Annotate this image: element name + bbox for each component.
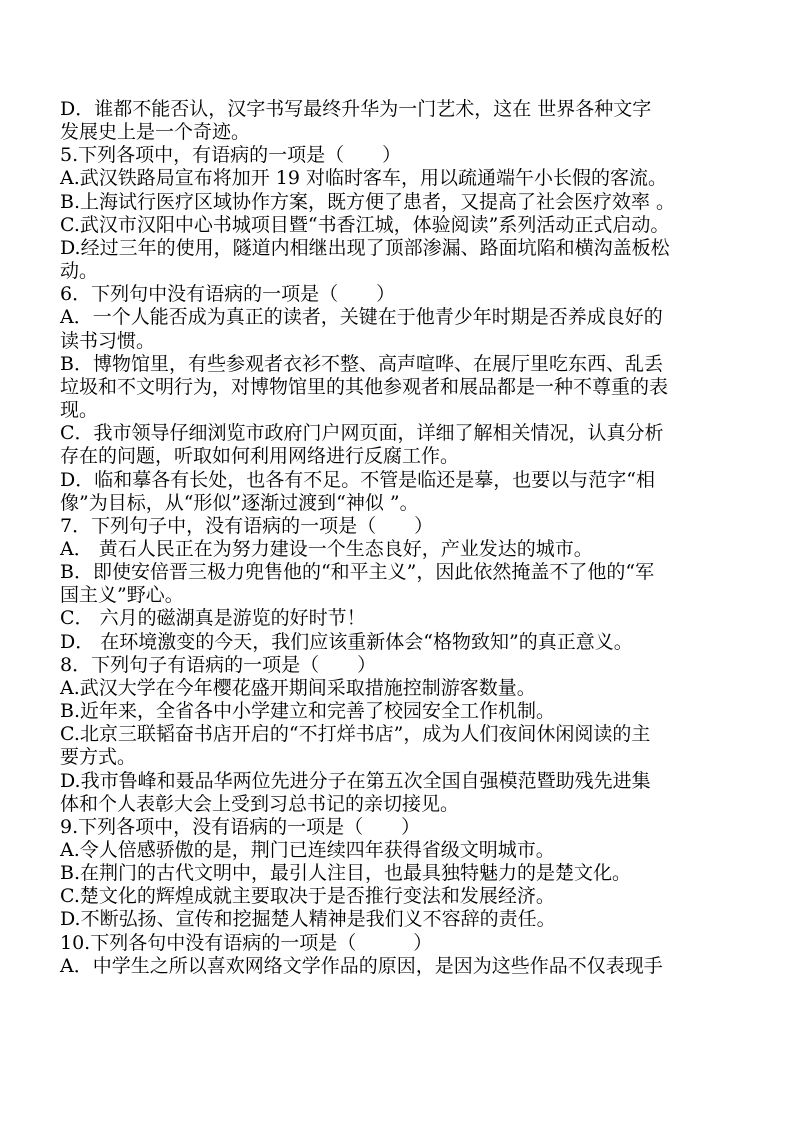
option-line: B.上海试行医疗区域协作方案，既方便了患者，又提高了社会医疗效率 。 <box>60 190 676 213</box>
text-line: 要方式。 <box>60 746 137 769</box>
text-line: 现。 <box>60 399 99 422</box>
question-heading: 10.下列各句中没有语病的一项是（ ） <box>60 931 433 954</box>
text-line: 动。 <box>60 260 99 283</box>
option-line: A．一个人能否成为真正的读者，关键在于他青少年时期是否养成良好的 <box>60 306 663 329</box>
option-line: A.令人倍感骄傲的是，荆门已连续四年获得省级文明城市。 <box>60 839 555 861</box>
option-line: C.武汉市汉阳中心书城项目暨“书香江城，体验阅读”系列活动正式启动。 <box>60 213 670 236</box>
option-line: A.武汉大学在今年樱花盛开期间采取措施控制游客数量。 <box>60 676 536 699</box>
text-line: 存在的问题，听取如何利用网络进行反腐工作。 <box>60 445 460 468</box>
document-body <box>60 98 740 978</box>
option-line: D.不断弘扬、宣传和挖掘楚人精神是我们义不容辞的责任。 <box>60 908 556 931</box>
text-line: 读书习惯。 <box>60 329 156 352</box>
question-heading: 5.下列各项中，有语病的一项是（ ） <box>60 144 402 167</box>
question-heading: 6．下列句中没有语病的一项是（ ） <box>60 283 396 306</box>
option-line: C.北京三联韬奋书店开启的“不打烊书店”，成为人们夜间休闲阅读的主 <box>60 723 651 746</box>
option-line: A． 黄石人民正在为努力建设一个生态良好，产业发达的城市。 <box>60 537 593 560</box>
question-heading: 7．下列句子中，没有语病的一项是（ ） <box>60 514 434 537</box>
option-line: C.楚文化的辉煌成就主要取决于是否推行变法和发展经济。 <box>60 885 555 908</box>
option-line: A．中学生之所以喜欢网络文学作品的原因，是因为这些作品不仅表现手 <box>60 954 663 977</box>
text-line: 体和个人表彰大会上受到习总书记的亲切接见。 <box>60 792 460 815</box>
text-line: 垃圾和不文明行为，对博物馆里的其他参观者和展品都是一种不尊重的表 <box>60 375 669 398</box>
option-line: B．即使安倍晋三极力兜售他的“和平主义”，因此依然掩盖不了他的“军 <box>60 561 655 584</box>
text-line: 像”为目标，从“形似”逐渐过渡到“神似 ”。 <box>60 491 419 514</box>
text-line: 国主义”野心。 <box>60 584 184 607</box>
option-line: B.在荆门的古代文明中，最引人注目，也最具独特魅力的是楚文化。 <box>60 862 632 885</box>
question-heading: 9.下列各项中，没有语病的一项是（ ） <box>60 815 421 838</box>
question-heading: 8．下列句子有语病的一项是（ ） <box>60 653 377 676</box>
text-line: 发展史上是一个奇迹。 <box>60 121 251 144</box>
option-line: D.经过三年的使用，隧道内相继出现了顶部渗漏、路面坑陷和横沟盖板松 <box>60 236 670 259</box>
option-line: D． 在环境激变的今天，我们应该重新体会“格物致知”的真正意义。 <box>60 630 633 653</box>
option-line: A.武汉铁路局宣布将加开 19 对临时客车，用以疏通端午小长假的客流。 <box>60 167 668 190</box>
option-line: B．博物馆里，有些参观者衣衫不整、高声喧哗、在展厅里吃东西、乱丢 <box>60 352 663 375</box>
option-line: C．我市领导仔细浏览市政府门户网页面，详细了解相关情况，认真分析 <box>60 422 664 445</box>
option-line: C． 六月的磁湖真是游览的好时节！ <box>60 607 366 630</box>
option-line: B.近年来，全省各中小学建立和完善了校园安全工作机制。 <box>60 700 556 723</box>
text-line: D．谁都不能否认，汉字书写最终升华为一门艺术，这在 世界各种文字 <box>60 98 652 120</box>
option-line: D．临和摹各有长处，也各有不足。不管是临还是摹，也要以与范字“相 <box>60 468 655 491</box>
option-line: D.我市鲁峰和聂品华两位先进分子在第五次全国自强模范暨助残先进集 <box>60 769 651 792</box>
